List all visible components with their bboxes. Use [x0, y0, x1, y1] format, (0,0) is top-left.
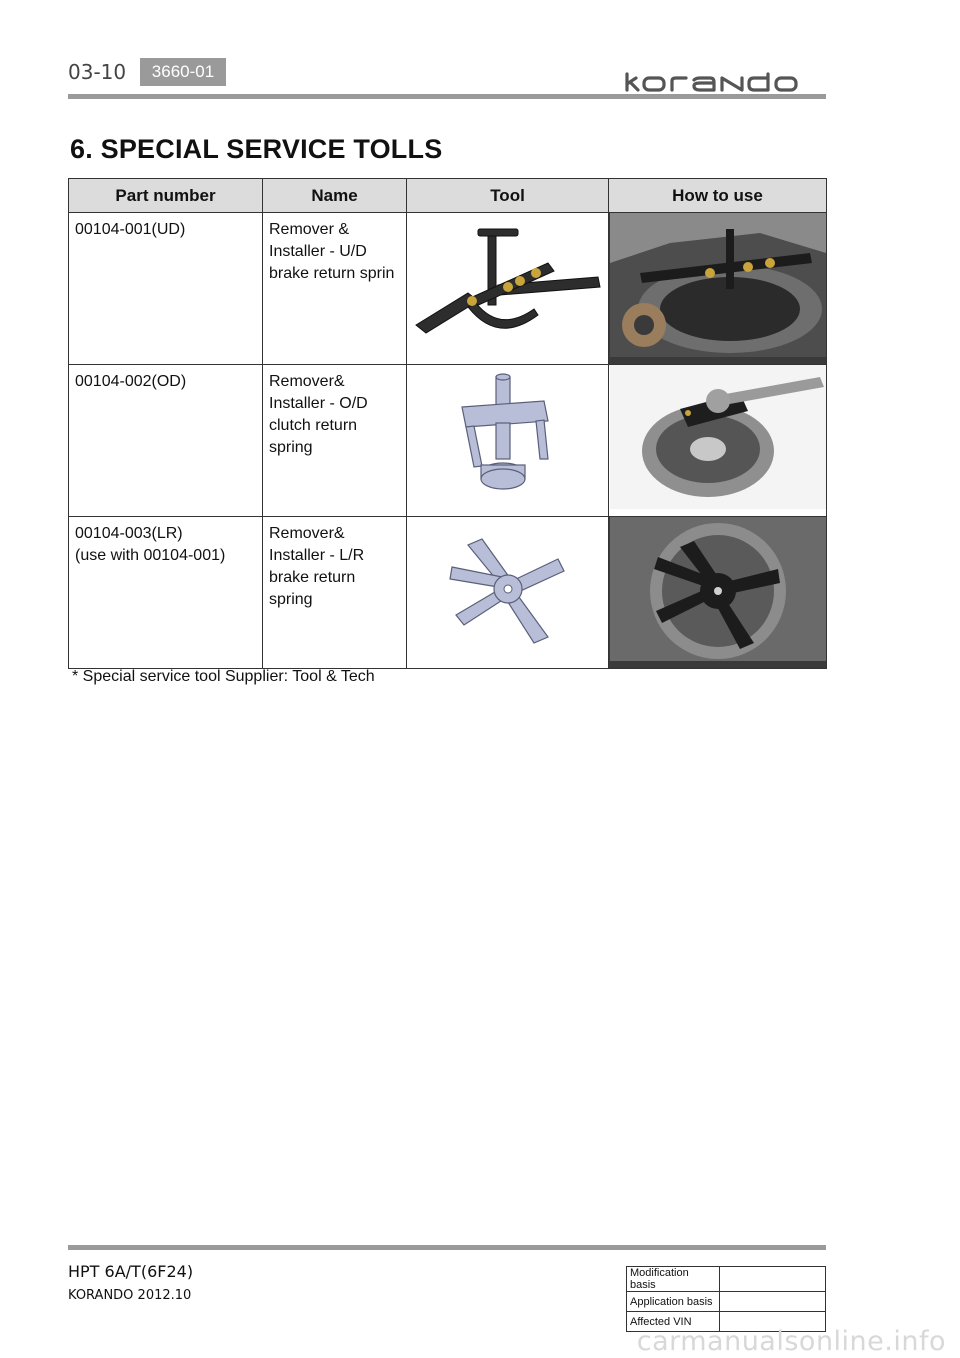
mod-label: Modification basis	[627, 1267, 720, 1292]
col-header-name: Name	[263, 179, 407, 213]
mod-label: Affected VIN	[627, 1312, 720, 1332]
ud-spring-tool-illustration	[408, 215, 608, 355]
tool-name-cell: Remover& Installer - O/D clutch return spring	[263, 365, 407, 517]
footer-model: HPT 6A/T(6F24)	[68, 1262, 194, 1281]
watermark: carmanualsonline.info	[636, 1326, 946, 1357]
table-row	[627, 1267, 826, 1292]
page-code: 03-10	[68, 60, 127, 84]
tool-image-cell	[407, 365, 609, 517]
mod-value	[720, 1292, 826, 1312]
part-number-cell: 00104-003(LR) (use with 00104-001)	[69, 517, 263, 669]
part-number-cell: 00104-001(UD)	[69, 213, 263, 365]
od-spring-tool-illustration	[408, 367, 608, 507]
lr-usage-photo	[610, 517, 826, 661]
footer-vehicle: KORANDO 2012.10	[68, 1288, 192, 1303]
lr-spring-tool-illustration	[408, 519, 608, 659]
table-row	[69, 365, 827, 517]
table-header-row	[69, 179, 827, 213]
mod-label: Application basis	[627, 1292, 720, 1312]
tool-name-cell: Remover & Installer - U/D brake return sprin	[263, 213, 407, 365]
header-rule	[68, 94, 826, 99]
od-usage-photo	[610, 365, 826, 509]
section-title: 6. SPECIAL SERVICE TOLLS	[70, 134, 443, 164]
col-header-how-to-use: How to use	[609, 179, 827, 213]
usage-photo-cell	[609, 213, 827, 365]
usage-photo-cell	[609, 365, 827, 517]
tool-name-cell: Remover& Installer - L/R brake return spring	[263, 517, 407, 669]
special-tools-table	[68, 178, 827, 669]
table-row	[627, 1292, 826, 1312]
tool-image-cell	[407, 517, 609, 669]
footer-rule	[68, 1245, 826, 1250]
modification-table	[626, 1266, 826, 1332]
table-row	[69, 517, 827, 669]
col-header-part-number: Part number	[69, 179, 263, 213]
korando-logo	[624, 72, 826, 92]
mod-value	[720, 1267, 826, 1292]
part-number-cell: 00104-002(OD)	[69, 365, 263, 517]
ud-usage-photo	[610, 213, 826, 357]
supplier-note: * Special service tool Supplier: Tool & Tech	[72, 668, 375, 685]
tool-image-cell	[407, 213, 609, 365]
col-header-tool: Tool	[407, 179, 609, 213]
section-badge: 3660-01	[140, 58, 226, 86]
table-row	[69, 213, 827, 365]
usage-photo-cell	[609, 517, 827, 669]
